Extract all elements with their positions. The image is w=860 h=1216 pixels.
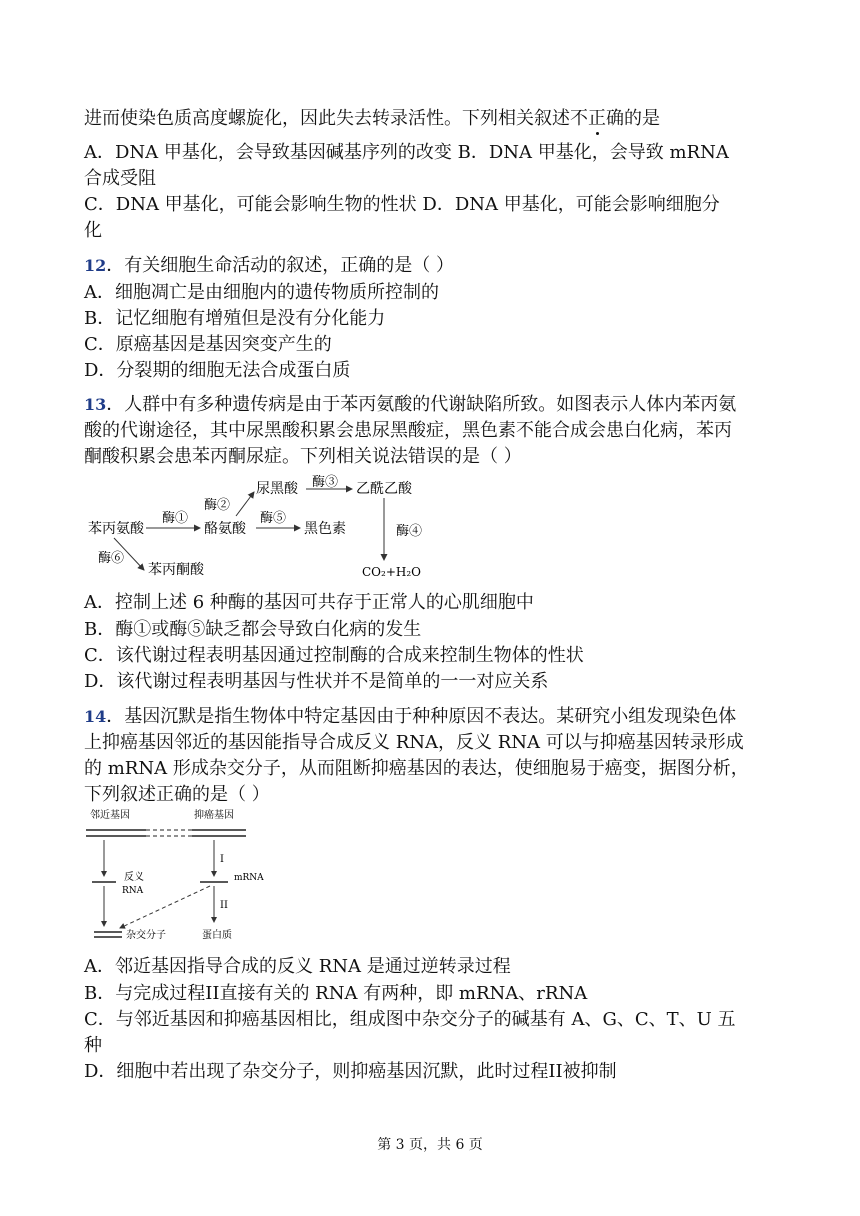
- node-acetoacetate: 乙酰乙酸: [356, 481, 412, 497]
- q13-stem-3: 酮酸积累会患苯丙酮尿症。下列相关说法错误的是（ ）: [84, 446, 522, 467]
- enzyme-4-label: 酶④: [396, 524, 423, 539]
- page-footer: 第 3 页，共 6 页: [377, 1137, 483, 1153]
- emphasis-not-correct: 不正确: [570, 108, 624, 129]
- q11-options-cd: C．DNA 甲基化，可能会影响生物的性状 D．DNA 甲基化，可能会影响细胞分: [84, 194, 720, 215]
- q14-stem-4: 下列叙述正确的是（ ）: [84, 784, 270, 805]
- q14-stem-1: 14．基因沉默是指生物体中特定基因由于种种原因不表达。某研究小组发现染色体: [84, 706, 737, 727]
- q13-option-a: A．控制上述 6 种酶的基因可共存于正常人的心肌细胞中: [84, 592, 534, 613]
- q14-option-d: D．细胞中若出现了杂交分子，则抑癌基因沉默，此时过程II被抑制: [84, 1061, 617, 1082]
- node-homogentisic-acid: 尿黑酸: [256, 481, 298, 497]
- hybrid-molecule-label: 杂交分子: [126, 930, 166, 941]
- q12-option-a: A．细胞凋亡是由细胞内的遗传物质所控制的: [84, 282, 439, 303]
- protein-label: 蛋白质: [202, 930, 232, 941]
- adjacent-gene-label: 邻近基因: [90, 810, 130, 821]
- enzyme-2-label: 酶②: [204, 498, 231, 513]
- q11-option-d-cont: 化: [84, 220, 102, 241]
- q11-options-ab: A．DNA 甲基化，会导致基因碱基序列的改变 B．DNA 甲基化，会导致 mRNA: [84, 142, 729, 163]
- q13-option-c: C．该代谢过程表明基因通过控制酶的合成来控制生物体的性状: [84, 645, 584, 666]
- q14-option-a: A．邻近基因指导合成的反义 RNA 是通过逆转录过程: [84, 956, 511, 977]
- arrow-tyr-to-hga: [236, 492, 254, 516]
- q14-stem-3: 的 mRNA 形成杂交分子，从而阻断抑癌基因的表达，使细胞易于癌变，据图分析，: [84, 758, 749, 779]
- gene-silencing-diagram: [84, 806, 284, 948]
- q14-option-c-2: 种: [84, 1035, 102, 1056]
- q13-stem-1: 13．人群中有多种遗传病是由于苯丙氨酸的代谢缺陷所致。如图表示人体内苯丙氨: [84, 394, 737, 415]
- step-1-label: I: [220, 854, 224, 865]
- node-phenylalanine: 苯丙氨酸: [88, 521, 144, 537]
- q12-option-c: C．原癌基因是基因突变产生的: [84, 334, 332, 355]
- node-melanin: 黑色素: [304, 521, 346, 537]
- q12-option-d: D．分裂期的细胞无法合成蛋白质: [84, 360, 351, 381]
- tumor-suppressor-gene-label: 抑癌基因: [194, 810, 234, 821]
- enzyme-6-label: 酶⑥: [98, 551, 125, 566]
- q12-option-b: B．记忆细胞有增殖但是没有分化能力: [84, 308, 386, 329]
- enzyme-5-label: 酶⑤: [260, 511, 287, 526]
- enzyme-3-label: 酶③: [312, 475, 339, 490]
- q13-option-b: B．酶①或酶⑤缺乏都会导致白化病的发生: [84, 619, 422, 640]
- q11-option-b-cont: 合成受阻: [84, 168, 156, 189]
- node-tyrosine: 酪氨酸: [204, 521, 246, 537]
- metabolic-pathway-diagram: [84, 472, 444, 584]
- q14-option-c-1: C．与邻近基因和抑癌基因相比，组成图中杂交分子的碱基有 A、G、C、T、U 五: [84, 1009, 736, 1030]
- step-2-label: II: [220, 900, 228, 911]
- q11-stem-tail: 进而使染色质高度螺旋化，因此失去转录活性。下列相关叙述不正确的是: [84, 108, 660, 129]
- node-co2-h2o: CO₂+H₂O: [362, 565, 421, 579]
- mrna-label: mRNA: [234, 873, 264, 883]
- q14-option-b: B．与完成过程II直接有关的 RNA 有两种，即 mRNA、rRNA: [84, 983, 588, 1004]
- antisense-label-2: RNA: [122, 886, 144, 896]
- antisense-label-1: 反义: [124, 872, 144, 883]
- enzyme-1-label: 酶①: [162, 511, 189, 526]
- q12-stem: 12．有关细胞生命活动的叙述，正确的是（ ）: [84, 255, 454, 276]
- q13-option-d: D．该代谢过程表明基因与性状并不是简单的一一对应关系: [84, 671, 549, 692]
- node-phenylpyruvate: 苯丙酮酸: [148, 562, 204, 578]
- q13-stem-2: 酸的代谢途径，其中尿黑酸积累会患尿黑酸症，黑色素不能合成会患白化病，苯丙: [84, 420, 732, 441]
- q14-stem-2: 上抑癌基因邻近的基因能指导合成反义 RNA，反义 RNA 可以与抑癌基因转录形成: [84, 732, 744, 753]
